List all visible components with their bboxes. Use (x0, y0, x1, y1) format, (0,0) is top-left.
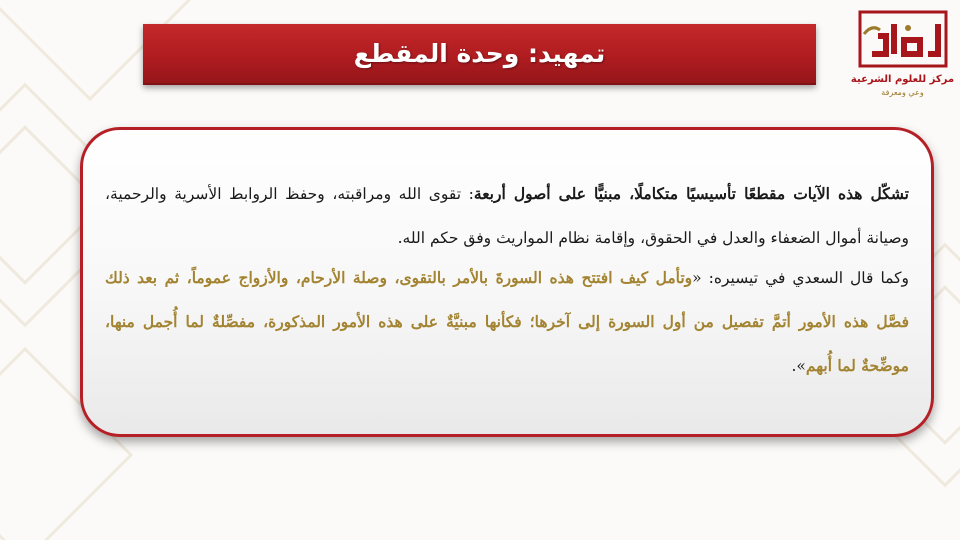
title-banner (143, 24, 816, 85)
logo-subtagline: وعي ومعرفة (881, 88, 924, 97)
summary-paragraph (105, 172, 909, 260)
center-logo (850, 4, 955, 99)
quote-close: ». (791, 357, 806, 375)
body-text (105, 172, 909, 388)
summary-rest: : تقوى الله ومراقبته، وحفظ الروابط الأسرية والرحمية، وصيانة أموال الضعفاء والعدل في الحقوق، وإقامة نظام المواريث وفق حكم الله. (105, 185, 909, 247)
quote-paragraph (105, 256, 909, 388)
saadi-quote: وتأمل كيف افتتح هذه السورةَ بالأمر بالتقوى، وصلة الأرحام، والأزواج عموماً، ثم بعد ذلك فصَّل هذه الأمور أتمَّ تفصيل من أول السورة إلى آخرها؛ فكأنها مبنيَّةٌ على هذه الأمور المذكورة، مفصِّلةٌ لما أُجمل منها، موضِّحةٌ لما أُبهم (105, 268, 909, 375)
quote-intro: وكما قال السعدي في تيسيره: « (692, 269, 909, 287)
book-pen-logo-icon (850, 4, 955, 74)
logo-tagline: مركز للعلوم الشرعية (850, 74, 955, 85)
summary-lead: تشكّل هذه الآيات مقطعًا تأسيسيًا متكاملًا، مبنيًّا على أصول أربعة (473, 184, 909, 203)
content-box (80, 127, 934, 437)
slide-title: تمهيد: وحدة المقطع (353, 39, 606, 68)
